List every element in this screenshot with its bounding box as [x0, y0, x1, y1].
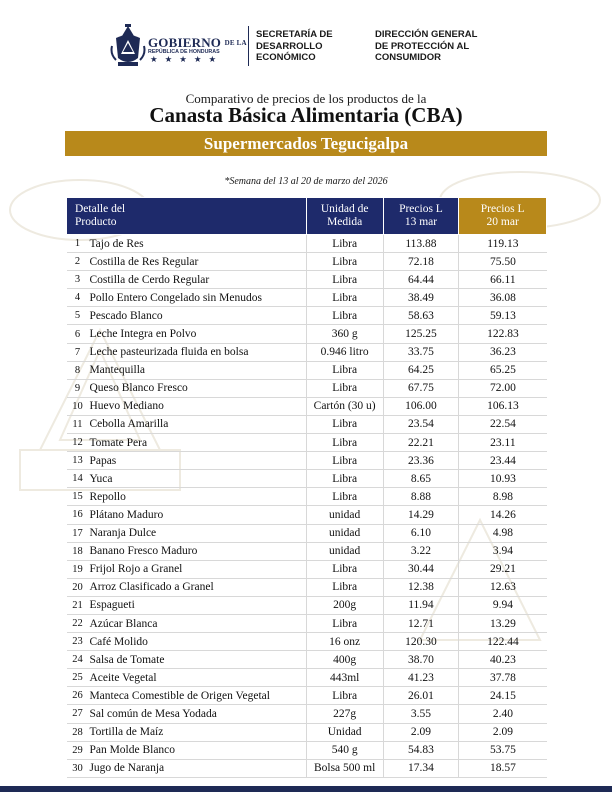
unit-cell: Libra	[306, 470, 383, 488]
price-20-cell: 36.08	[459, 289, 547, 307]
unit-cell: 0.946 litro	[306, 343, 383, 361]
row-number: 5	[67, 307, 87, 325]
row-number: 25	[67, 669, 87, 687]
header-product: Detalle del Producto	[67, 198, 307, 235]
price-13-cell: 22.21	[383, 434, 459, 452]
table-row	[67, 253, 547, 271]
table-row	[67, 271, 547, 289]
price-20-cell: 65.25	[459, 361, 547, 379]
price-13-cell: 8.88	[383, 488, 459, 506]
price-13-cell: 23.36	[383, 452, 459, 470]
price-13-cell: 106.00	[383, 397, 459, 415]
unit-cell: Unidad	[306, 723, 383, 741]
unit-cell: Libra	[306, 235, 383, 253]
price-20-cell: 37.78	[459, 669, 547, 687]
price-13-cell: 17.34	[383, 759, 459, 777]
price-13-cell: 41.23	[383, 669, 459, 687]
table-row	[67, 542, 547, 560]
unit-cell: Cartón (30 u)	[306, 397, 383, 415]
price-13-cell: 3.22	[383, 542, 459, 560]
product-name: Banano Fresco Maduro	[86, 542, 306, 560]
product-name: Café Molido	[86, 633, 306, 651]
unit-cell: 200g	[306, 596, 383, 614]
price-13-cell: 2.09	[383, 723, 459, 741]
row-number: 24	[67, 651, 87, 669]
product-name: Costilla de Res Regular	[86, 253, 306, 271]
price-20-cell: 22.54	[459, 415, 547, 433]
unit-cell: Bolsa 500 ml	[306, 759, 383, 777]
product-name: Sal común de Mesa Yodada	[86, 705, 306, 723]
price-13-cell: 23.54	[383, 415, 459, 433]
table-row	[67, 307, 547, 325]
table-row	[67, 470, 547, 488]
price-13-cell: 30.44	[383, 560, 459, 578]
product-name: Leche Integra en Polvo	[86, 325, 306, 343]
price-20-cell: 40.23	[459, 651, 547, 669]
unit-cell: Libra	[306, 434, 383, 452]
price-20-cell: 10.93	[459, 470, 547, 488]
row-number: 4	[67, 289, 87, 307]
table-row	[67, 434, 547, 452]
price-20-cell: 3.94	[459, 542, 547, 560]
unit-cell: 540 g	[306, 741, 383, 759]
price-13-cell: 64.25	[383, 361, 459, 379]
price-20-cell: 8.98	[459, 488, 547, 506]
table-row	[67, 325, 547, 343]
week-note: *Semana del 13 al 20 de marzo del 2026	[224, 176, 388, 187]
price-13-cell: 26.01	[383, 687, 459, 705]
price-20-cell: 2.09	[459, 723, 547, 741]
product-name: Pollo Entero Congelado sin Menudos	[86, 289, 306, 307]
table-row	[67, 235, 547, 253]
row-number: 10	[67, 397, 87, 415]
unit-cell: Libra	[306, 560, 383, 578]
table-header-row	[67, 198, 547, 235]
product-name: Pescado Blanco	[86, 307, 306, 325]
row-number: 23	[67, 633, 87, 651]
row-number: 21	[67, 596, 87, 614]
price-20-cell: 14.26	[459, 506, 547, 524]
product-name: Plátano Maduro	[86, 506, 306, 524]
header-price-20: Precios L 20 mar	[459, 198, 547, 235]
row-number: 9	[67, 379, 87, 397]
unit-cell: Libra	[306, 253, 383, 271]
unit-cell: Libra	[306, 452, 383, 470]
row-number: 1	[67, 235, 87, 253]
product-name: Espagueti	[86, 596, 306, 614]
table-row	[67, 452, 547, 470]
header-price-13: Precios L 13 mar	[383, 198, 459, 235]
price-20-cell: 75.50	[459, 253, 547, 271]
price-20-cell: 12.63	[459, 578, 547, 596]
price-20-cell: 122.83	[459, 325, 547, 343]
table-row	[67, 651, 547, 669]
unit-cell: unidad	[306, 506, 383, 524]
unit-cell: unidad	[306, 524, 383, 542]
product-name: Huevo Mediano	[86, 397, 306, 415]
unit-cell: Libra	[306, 307, 383, 325]
row-number: 17	[67, 524, 87, 542]
product-name: Tajo de Res	[86, 235, 306, 253]
product-name: Queso Blanco Fresco	[86, 379, 306, 397]
table-row	[67, 361, 547, 379]
document-title: Canasta Básica Alimentaria (CBA)	[149, 103, 463, 127]
row-number: 13	[67, 452, 87, 470]
price-20-cell: 72.00	[459, 379, 547, 397]
row-number: 11	[67, 415, 87, 433]
table-row	[67, 415, 547, 433]
unit-cell: Libra	[306, 379, 383, 397]
table-row	[67, 633, 547, 651]
price-20-cell: 119.13	[459, 235, 547, 253]
price-20-cell: 23.44	[459, 452, 547, 470]
table-row	[67, 397, 547, 415]
table-row	[67, 379, 547, 397]
product-name: Repollo	[86, 488, 306, 506]
unit-cell: Libra	[306, 488, 383, 506]
price-20-cell: 4.98	[459, 524, 547, 542]
price-20-cell: 36.23	[459, 343, 547, 361]
unit-cell: 443ml	[306, 669, 383, 687]
table-row	[67, 614, 547, 632]
product-name: Jugo de Naranja	[86, 759, 306, 777]
table-row	[67, 343, 547, 361]
price-13-cell: 14.29	[383, 506, 459, 524]
row-number: 16	[67, 506, 87, 524]
product-name: Tomate Pera	[86, 434, 306, 452]
unit-cell: Libra	[306, 289, 383, 307]
table-row	[67, 687, 547, 705]
table-row	[67, 289, 547, 307]
page-header	[0, 0, 612, 80]
unit-cell: Libra	[306, 415, 383, 433]
row-number: 8	[67, 361, 87, 379]
row-number: 18	[67, 542, 87, 560]
price-20-cell: 13.29	[459, 614, 547, 632]
unit-cell: 16 onz	[306, 633, 383, 651]
unit-cell: unidad	[306, 542, 383, 560]
direccion-label: DIRECCIÓN GENERAL DE PROTECCIÓN AL CONSUMIDOR	[375, 29, 478, 63]
price-13-cell: 12.71	[383, 614, 459, 632]
gobierno-wordmark: GOBIERNO DE LA	[148, 35, 247, 50]
stars-row: ★★★★★	[150, 55, 224, 65]
product-name: Mantequilla	[86, 361, 306, 379]
price-13-cell: 38.49	[383, 289, 459, 307]
row-number: 7	[67, 343, 87, 361]
price-20-cell: 53.75	[459, 741, 547, 759]
price-13-cell: 72.18	[383, 253, 459, 271]
unit-cell: 400g	[306, 651, 383, 669]
table-row	[67, 741, 547, 759]
table-row	[67, 705, 547, 723]
footer-bar	[0, 786, 612, 792]
row-number: 19	[67, 560, 87, 578]
unit-cell: Libra	[306, 687, 383, 705]
price-13-cell: 6.10	[383, 524, 459, 542]
price-13-cell: 120.30	[383, 633, 459, 651]
price-13-cell: 33.75	[383, 343, 459, 361]
secretaria-label: SECRETARÍA DE DESARROLLO ECONÓMICO	[256, 29, 333, 63]
unit-cell: Libra	[306, 271, 383, 289]
price-13-cell: 54.83	[383, 741, 459, 759]
table-row	[67, 578, 547, 596]
price-table	[66, 197, 547, 778]
header-divider	[248, 26, 249, 66]
price-20-cell: 29.21	[459, 560, 547, 578]
product-name: Azúcar Blanca	[86, 614, 306, 632]
unit-cell: Libra	[306, 361, 383, 379]
price-20-cell: 23.11	[459, 434, 547, 452]
product-name: Salsa de Tomate	[86, 651, 306, 669]
price-13-cell: 3.55	[383, 705, 459, 723]
row-number: 27	[67, 705, 87, 723]
product-name: Tortilla de Maíz	[86, 723, 306, 741]
product-name: Naranja Dulce	[86, 524, 306, 542]
table-row	[67, 596, 547, 614]
price-13-cell: 11.94	[383, 596, 459, 614]
price-13-cell: 67.75	[383, 379, 459, 397]
product-name: Papas	[86, 452, 306, 470]
price-13-cell: 64.44	[383, 271, 459, 289]
price-20-cell: 59.13	[459, 307, 547, 325]
row-number: 12	[67, 434, 87, 452]
product-name: Yuca	[86, 470, 306, 488]
price-20-cell: 106.13	[459, 397, 547, 415]
unit-cell: Libra	[306, 578, 383, 596]
product-name: Pan Molde Blanco	[86, 741, 306, 759]
row-number: 3	[67, 271, 87, 289]
row-number: 29	[67, 741, 87, 759]
product-name: Leche pasteurizada fluida en bolsa	[86, 343, 306, 361]
table-row	[67, 669, 547, 687]
price-13-cell: 58.63	[383, 307, 459, 325]
price-20-cell: 24.15	[459, 687, 547, 705]
header-unit: Unidad de Medida	[306, 198, 383, 235]
price-13-cell: 125.25	[383, 325, 459, 343]
section-banner: Supermercados Tegucigalpa	[65, 131, 547, 156]
price-20-cell: 122.44	[459, 633, 547, 651]
row-number: 22	[67, 614, 87, 632]
honduras-seal-icon	[110, 24, 146, 68]
table-row	[67, 759, 547, 777]
row-number: 20	[67, 578, 87, 596]
republica-label: REPÚBLICA DE HONDURAS	[148, 49, 220, 55]
unit-cell: 227g	[306, 705, 383, 723]
table-row	[67, 524, 547, 542]
product-name: Cebolla Amarilla	[86, 415, 306, 433]
table-row	[67, 488, 547, 506]
row-number: 28	[67, 723, 87, 741]
document-subtitle: Comparativo de precios de los productos de la	[185, 91, 427, 106]
price-13-cell: 38.70	[383, 651, 459, 669]
table-row	[67, 506, 547, 524]
price-20-cell: 9.94	[459, 596, 547, 614]
price-20-cell: 2.40	[459, 705, 547, 723]
price-13-cell: 113.88	[383, 235, 459, 253]
row-number: 15	[67, 488, 87, 506]
product-name: Costilla de Cerdo Regular	[86, 271, 306, 289]
price-20-cell: 66.11	[459, 271, 547, 289]
row-number: 30	[67, 759, 87, 777]
product-name: Manteca Comestible de Origen Vegetal	[86, 687, 306, 705]
product-name: Aceite Vegetal	[86, 669, 306, 687]
row-number: 6	[67, 325, 87, 343]
price-13-cell: 12.38	[383, 578, 459, 596]
row-number: 26	[67, 687, 87, 705]
unit-cell: Libra	[306, 614, 383, 632]
unit-cell: 360 g	[306, 325, 383, 343]
table-row	[67, 723, 547, 741]
price-13-cell: 8.65	[383, 470, 459, 488]
row-number: 14	[67, 470, 87, 488]
table-row	[67, 560, 547, 578]
product-name: Arroz Clasificado a Granel	[86, 578, 306, 596]
price-20-cell: 18.57	[459, 759, 547, 777]
product-name: Frijol Rojo a Granel	[86, 560, 306, 578]
row-number: 2	[67, 253, 87, 271]
